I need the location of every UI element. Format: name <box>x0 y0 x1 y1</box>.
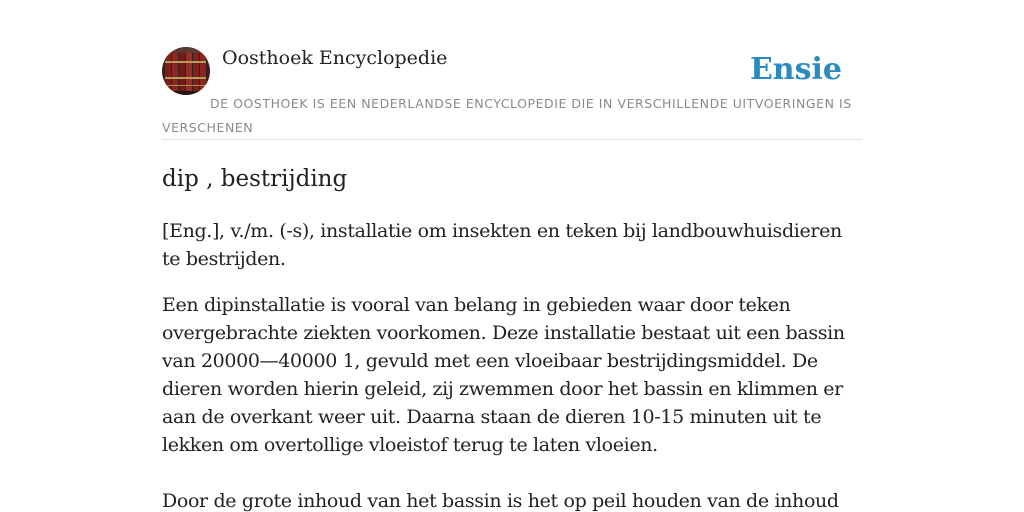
publication-tagline: DE OOSTHOEK IS EEN NEDERLANDSE ENCYCLOPEDIE DIE IN VERSCHILLENDE UITVOERINGEN IS VERSCHENEN <box>162 96 852 135</box>
publication-header <box>162 44 862 140</box>
article-paragraph: Door de grote inhoud van het bassin is het op peil houden van de inhoud <box>162 490 839 512</box>
publication-avatar[interactable] <box>162 47 210 95</box>
article-paragraph: Een dipinstallatie is vooral van belang in gebieden waar door teken overgebrachte ziekten voorkomen. Deze installatie bestaat uit een bassin van 20000—40000 1, gevuld met een vloeibaar bestrijdingsmiddel. De dieren worden hierin geleid, zij zwemmen door het bassin en klimmen er aan de overkant weer uit. Daarna staan de dieren 10-15 minuten uit te lekken om overtollige vloeistof terug te laten vloeien. <box>162 294 845 456</box>
article <box>162 160 862 512</box>
article-title: dip , bestrijding <box>162 166 348 192</box>
brand-logo[interactable]: Ensie <box>749 52 842 87</box>
publication-name[interactable]: Oosthoek Encyclopedie <box>222 47 448 69</box>
article-paragraph: [Eng.], v./m. (-s), installatie om insekten en teken bij landbouwhuisdieren te bestrijden. <box>162 220 842 270</box>
encyclopedia-books-icon <box>162 47 210 95</box>
header-divider <box>162 139 862 140</box>
